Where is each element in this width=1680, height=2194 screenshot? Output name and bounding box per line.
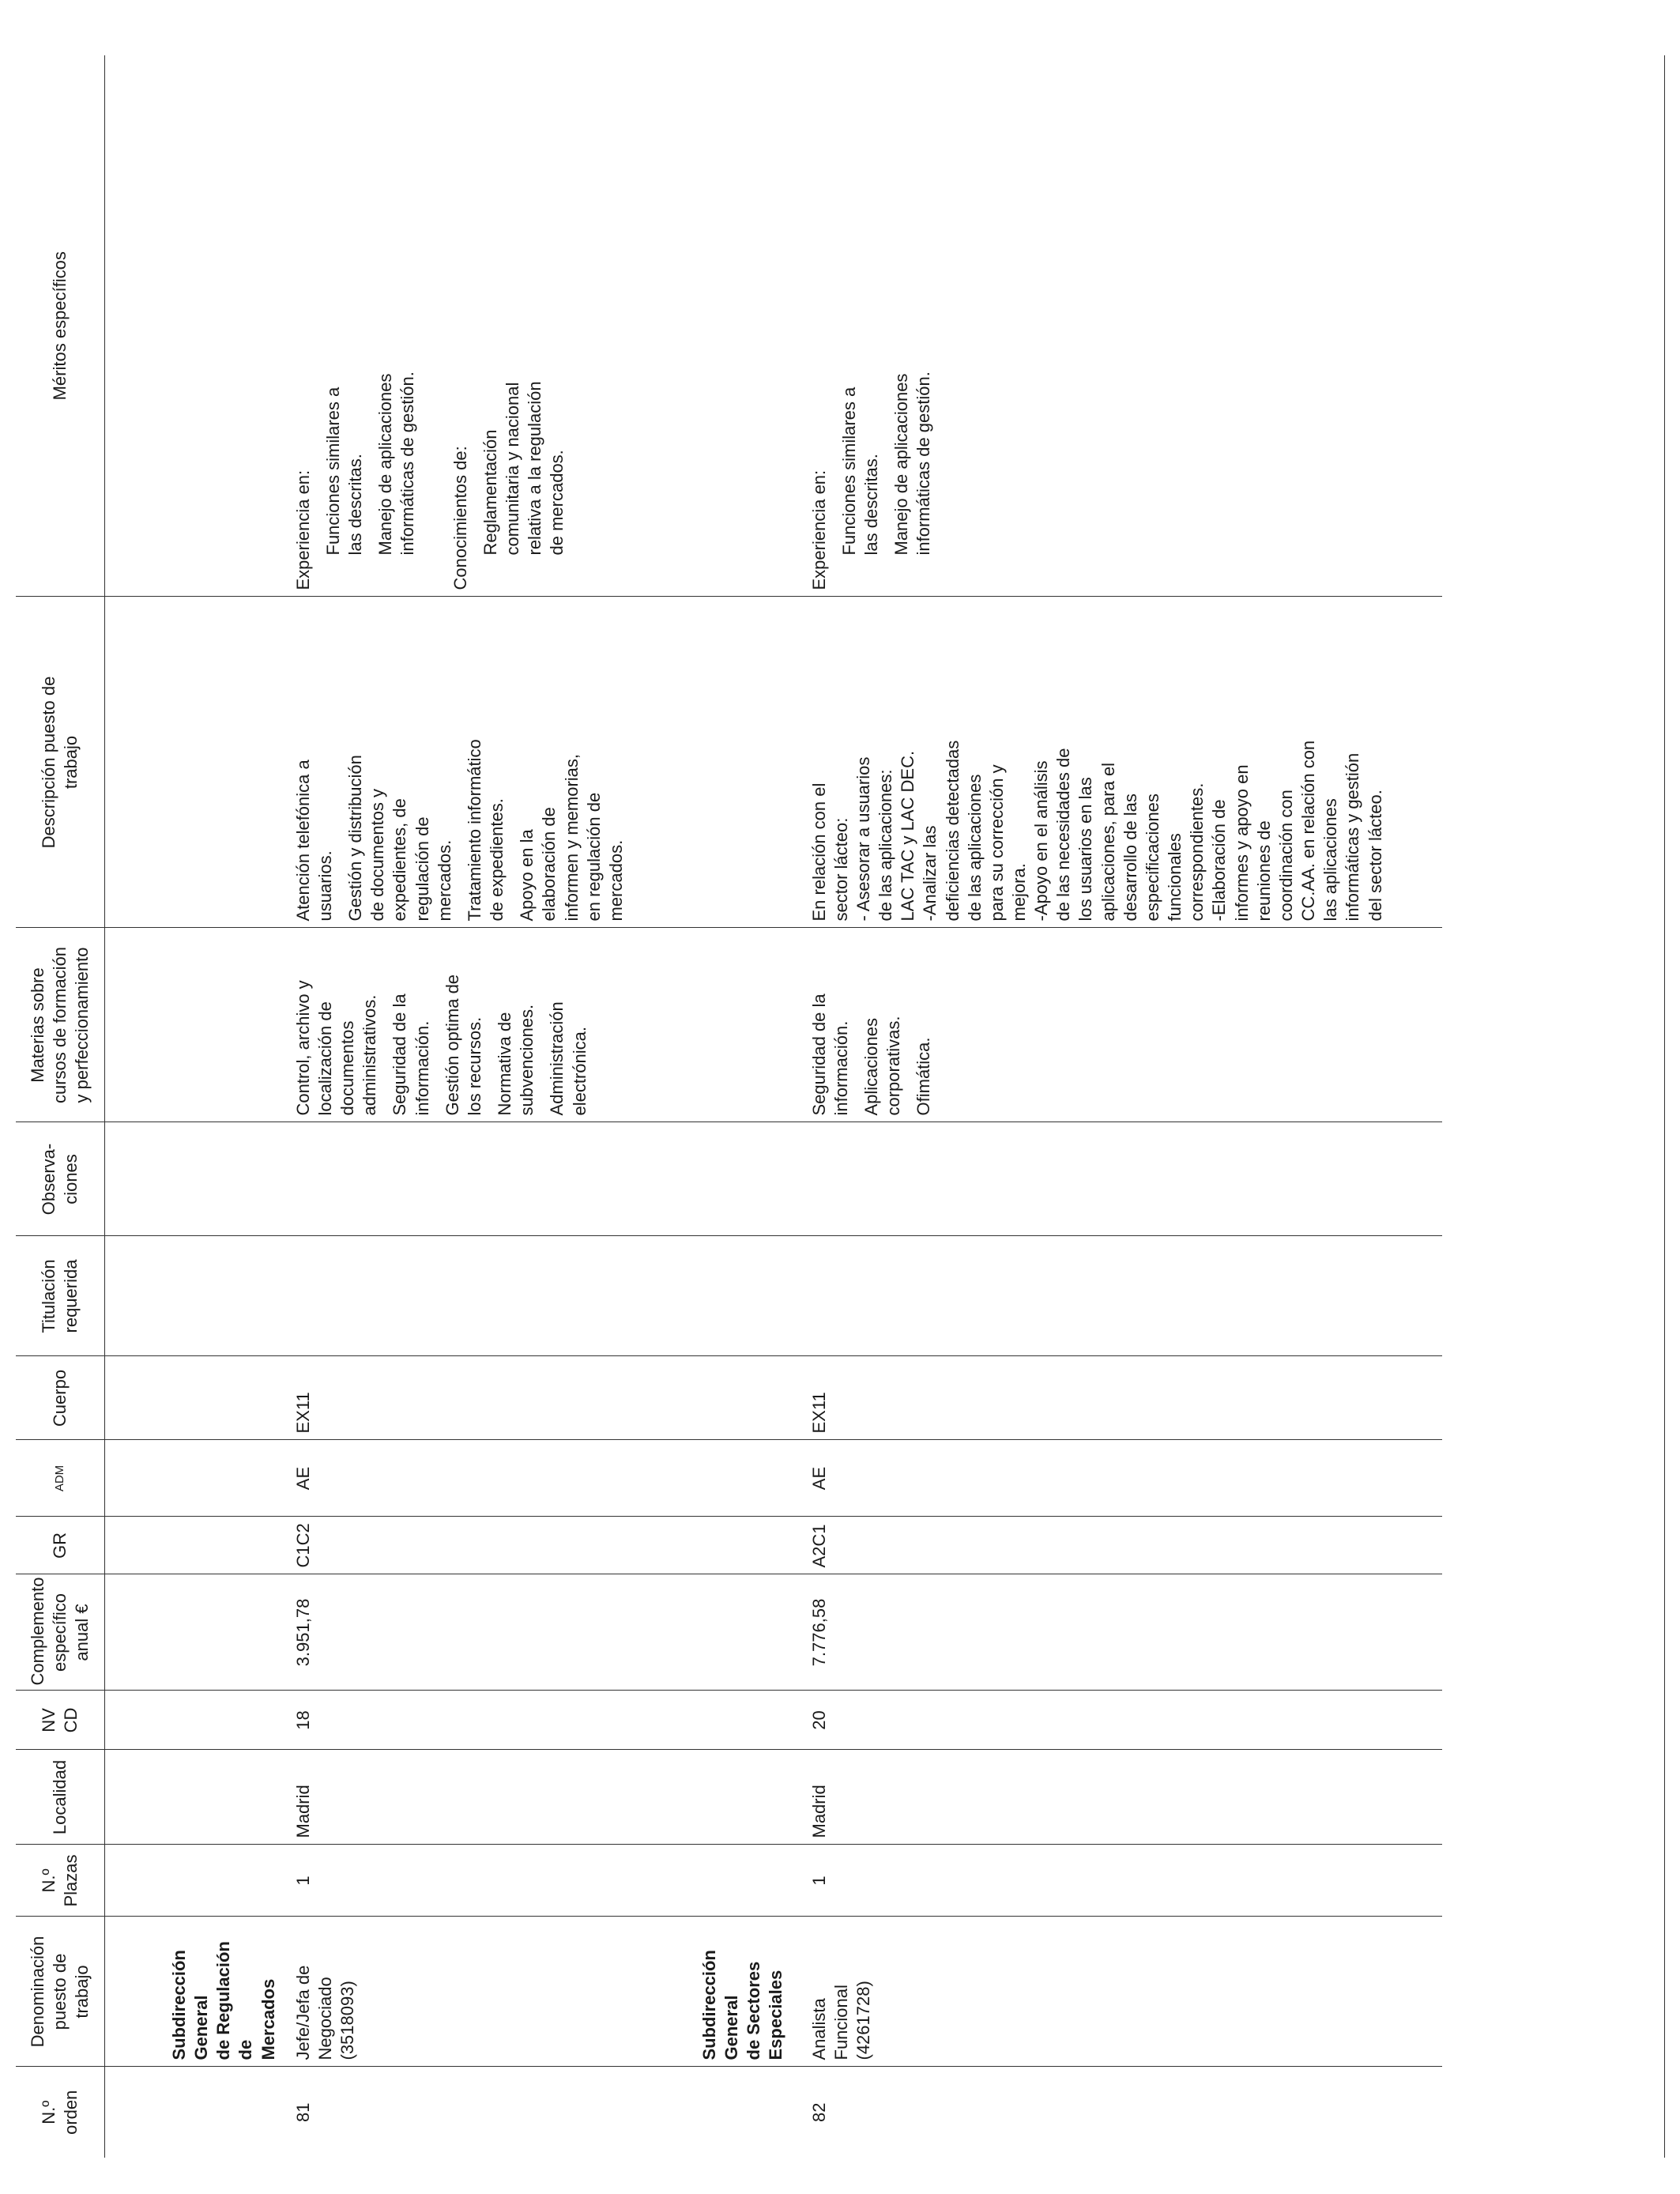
- table-spacer-row: [1395, 55, 1442, 2158]
- descripcion-item: Atención telefónica a usuarios.: [292, 760, 335, 922]
- table-row: [280, 55, 635, 2158]
- merito-item: Reglamentación comunitaria y nacional relativa a la regulación de mercados.: [480, 381, 567, 556]
- denominacion-cell: Jefe/Jefa de Negociado (3518093): [280, 1917, 635, 2067]
- descripcion-cell: [280, 597, 635, 928]
- merito-item: Manejo de aplicaciones informáticas de gestión.: [375, 371, 418, 556]
- materias-cell: [788, 928, 1395, 1122]
- materia-item: Normativa de subvenciones.: [495, 1004, 537, 1116]
- materia-item: Ofimática.: [913, 1037, 934, 1116]
- materia-item: Aplicaciones corporativas.: [861, 1016, 904, 1116]
- header-titulacion: Titulación requerida: [16, 1236, 105, 1356]
- plazas-cell: 1: [280, 1845, 635, 1917]
- header-complemento: Complemento específico anual €: [16, 1574, 105, 1691]
- meritos-conocimientos-label: Conocimientos de:: [450, 446, 470, 590]
- table-row: [788, 55, 1395, 2158]
- observaciones-cell: [280, 1122, 635, 1236]
- section-row: [635, 55, 788, 2158]
- header-nivel: NV CD: [16, 1691, 105, 1750]
- merito-item: Funciones similares a las descritas.: [838, 386, 881, 556]
- header-cuerpo: Cuerpo: [16, 1356, 105, 1440]
- nivel-cell: 20: [788, 1691, 1395, 1750]
- header-adm: ADM: [16, 1440, 105, 1517]
- header-descripcion: Descripción puesto de trabajo: [16, 597, 105, 928]
- titulacion-cell: [788, 1236, 1395, 1356]
- meritos-cell: [280, 55, 635, 597]
- descripcion-item: Gestión y distribución de documentos y expedientes, de regulación de mercados.: [345, 755, 454, 922]
- header-denominacion: Denominación puesto de trabajo: [16, 1917, 105, 2067]
- materias-cell: [280, 928, 635, 1122]
- header-observaciones: Observa- ciones: [16, 1122, 105, 1236]
- bottom-rule: [1664, 55, 1665, 2158]
- header-plazas: N.º Plazas: [16, 1845, 105, 1917]
- descripcion-item: En relación con el sector lácteo: - Asesorar a usuarios de las aplicaciones: LAC TAC y LAC DEC. -Analizar las deficiencias detectadas de las aplicaciones para su corrección y mejora. -Apoyo en el análisis de las necesidades de los usuarios en las aplicaciones, para el desarrollo de las especificaciones funcionales correspondientes. -Elaboración de informes y apoyo en reuniones de coordinación con CC.AA. en relación con las aplicaciones informáticas y gestión del sector lácteo.: [808, 740, 1385, 922]
- localidad-cell: Madrid: [280, 1750, 635, 1845]
- complemento-cell: 3.951,78: [280, 1574, 635, 1691]
- header-orden: N.º orden: [16, 2067, 105, 2158]
- nivel-cell: 18: [280, 1691, 635, 1750]
- orden-cell: 82: [808, 2102, 829, 2122]
- adm-cell: AE: [788, 1440, 1395, 1517]
- table-header-row: [16, 55, 105, 2158]
- localidad-cell: Madrid: [788, 1750, 1395, 1845]
- denominacion-cell: Analista Funcional (4261728): [788, 1917, 1395, 2067]
- observaciones-cell: [788, 1122, 1395, 1236]
- orden-cell: 81: [292, 2102, 313, 2122]
- complemento-cell: 7.776,58: [788, 1574, 1395, 1691]
- job-positions-table: [16, 55, 1442, 2158]
- section-title: Subdirección General de Sectores Especiales: [635, 1917, 788, 2067]
- gr-cell: C1C2: [280, 1517, 635, 1574]
- descripcion-item: Apoyo en la elaboración de informen y memorias, en regulación de mercados.: [517, 753, 626, 922]
- header-meritos: Méritos específicos: [16, 55, 105, 597]
- section-row: [105, 55, 280, 2158]
- meritos-cell: [788, 55, 1395, 597]
- titulacion-cell: [280, 1236, 635, 1356]
- descripcion-item: Tratamiento informático de expedientes.: [464, 739, 507, 922]
- materia-item: Administración electrónica.: [547, 1001, 590, 1116]
- plazas-cell: 1: [788, 1845, 1395, 1917]
- materia-item: Seguridad de la información.: [808, 993, 851, 1116]
- materia-item: Seguridad de la información.: [390, 993, 432, 1116]
- section-title: Subdirección General de Regulación de Mercados: [105, 1917, 280, 2067]
- merito-item: Manejo de aplicaciones informáticas de gestión.: [891, 371, 934, 556]
- header-materias: Materias sobre cursos de formación y perfeccionamiento: [16, 928, 105, 1122]
- gr-cell: A2C1: [788, 1517, 1395, 1574]
- header-gr: GR: [16, 1517, 105, 1574]
- merito-item: Funciones similares a las descritas.: [322, 386, 366, 556]
- materia-item: Control, archivo y localización de documentos administrativos.: [292, 980, 380, 1116]
- cuerpo-cell: EX11: [788, 1356, 1395, 1440]
- meritos-experiencia-label: Experiencia en:: [292, 469, 313, 590]
- meritos-experiencia-label: Experiencia en:: [808, 469, 829, 590]
- adm-cell: AE: [280, 1440, 635, 1517]
- materia-item: Gestión optima de los recursos.: [442, 974, 484, 1116]
- cuerpo-cell: EX11: [280, 1356, 635, 1440]
- descripcion-cell: [788, 597, 1395, 928]
- header-localidad: Localidad: [16, 1750, 105, 1845]
